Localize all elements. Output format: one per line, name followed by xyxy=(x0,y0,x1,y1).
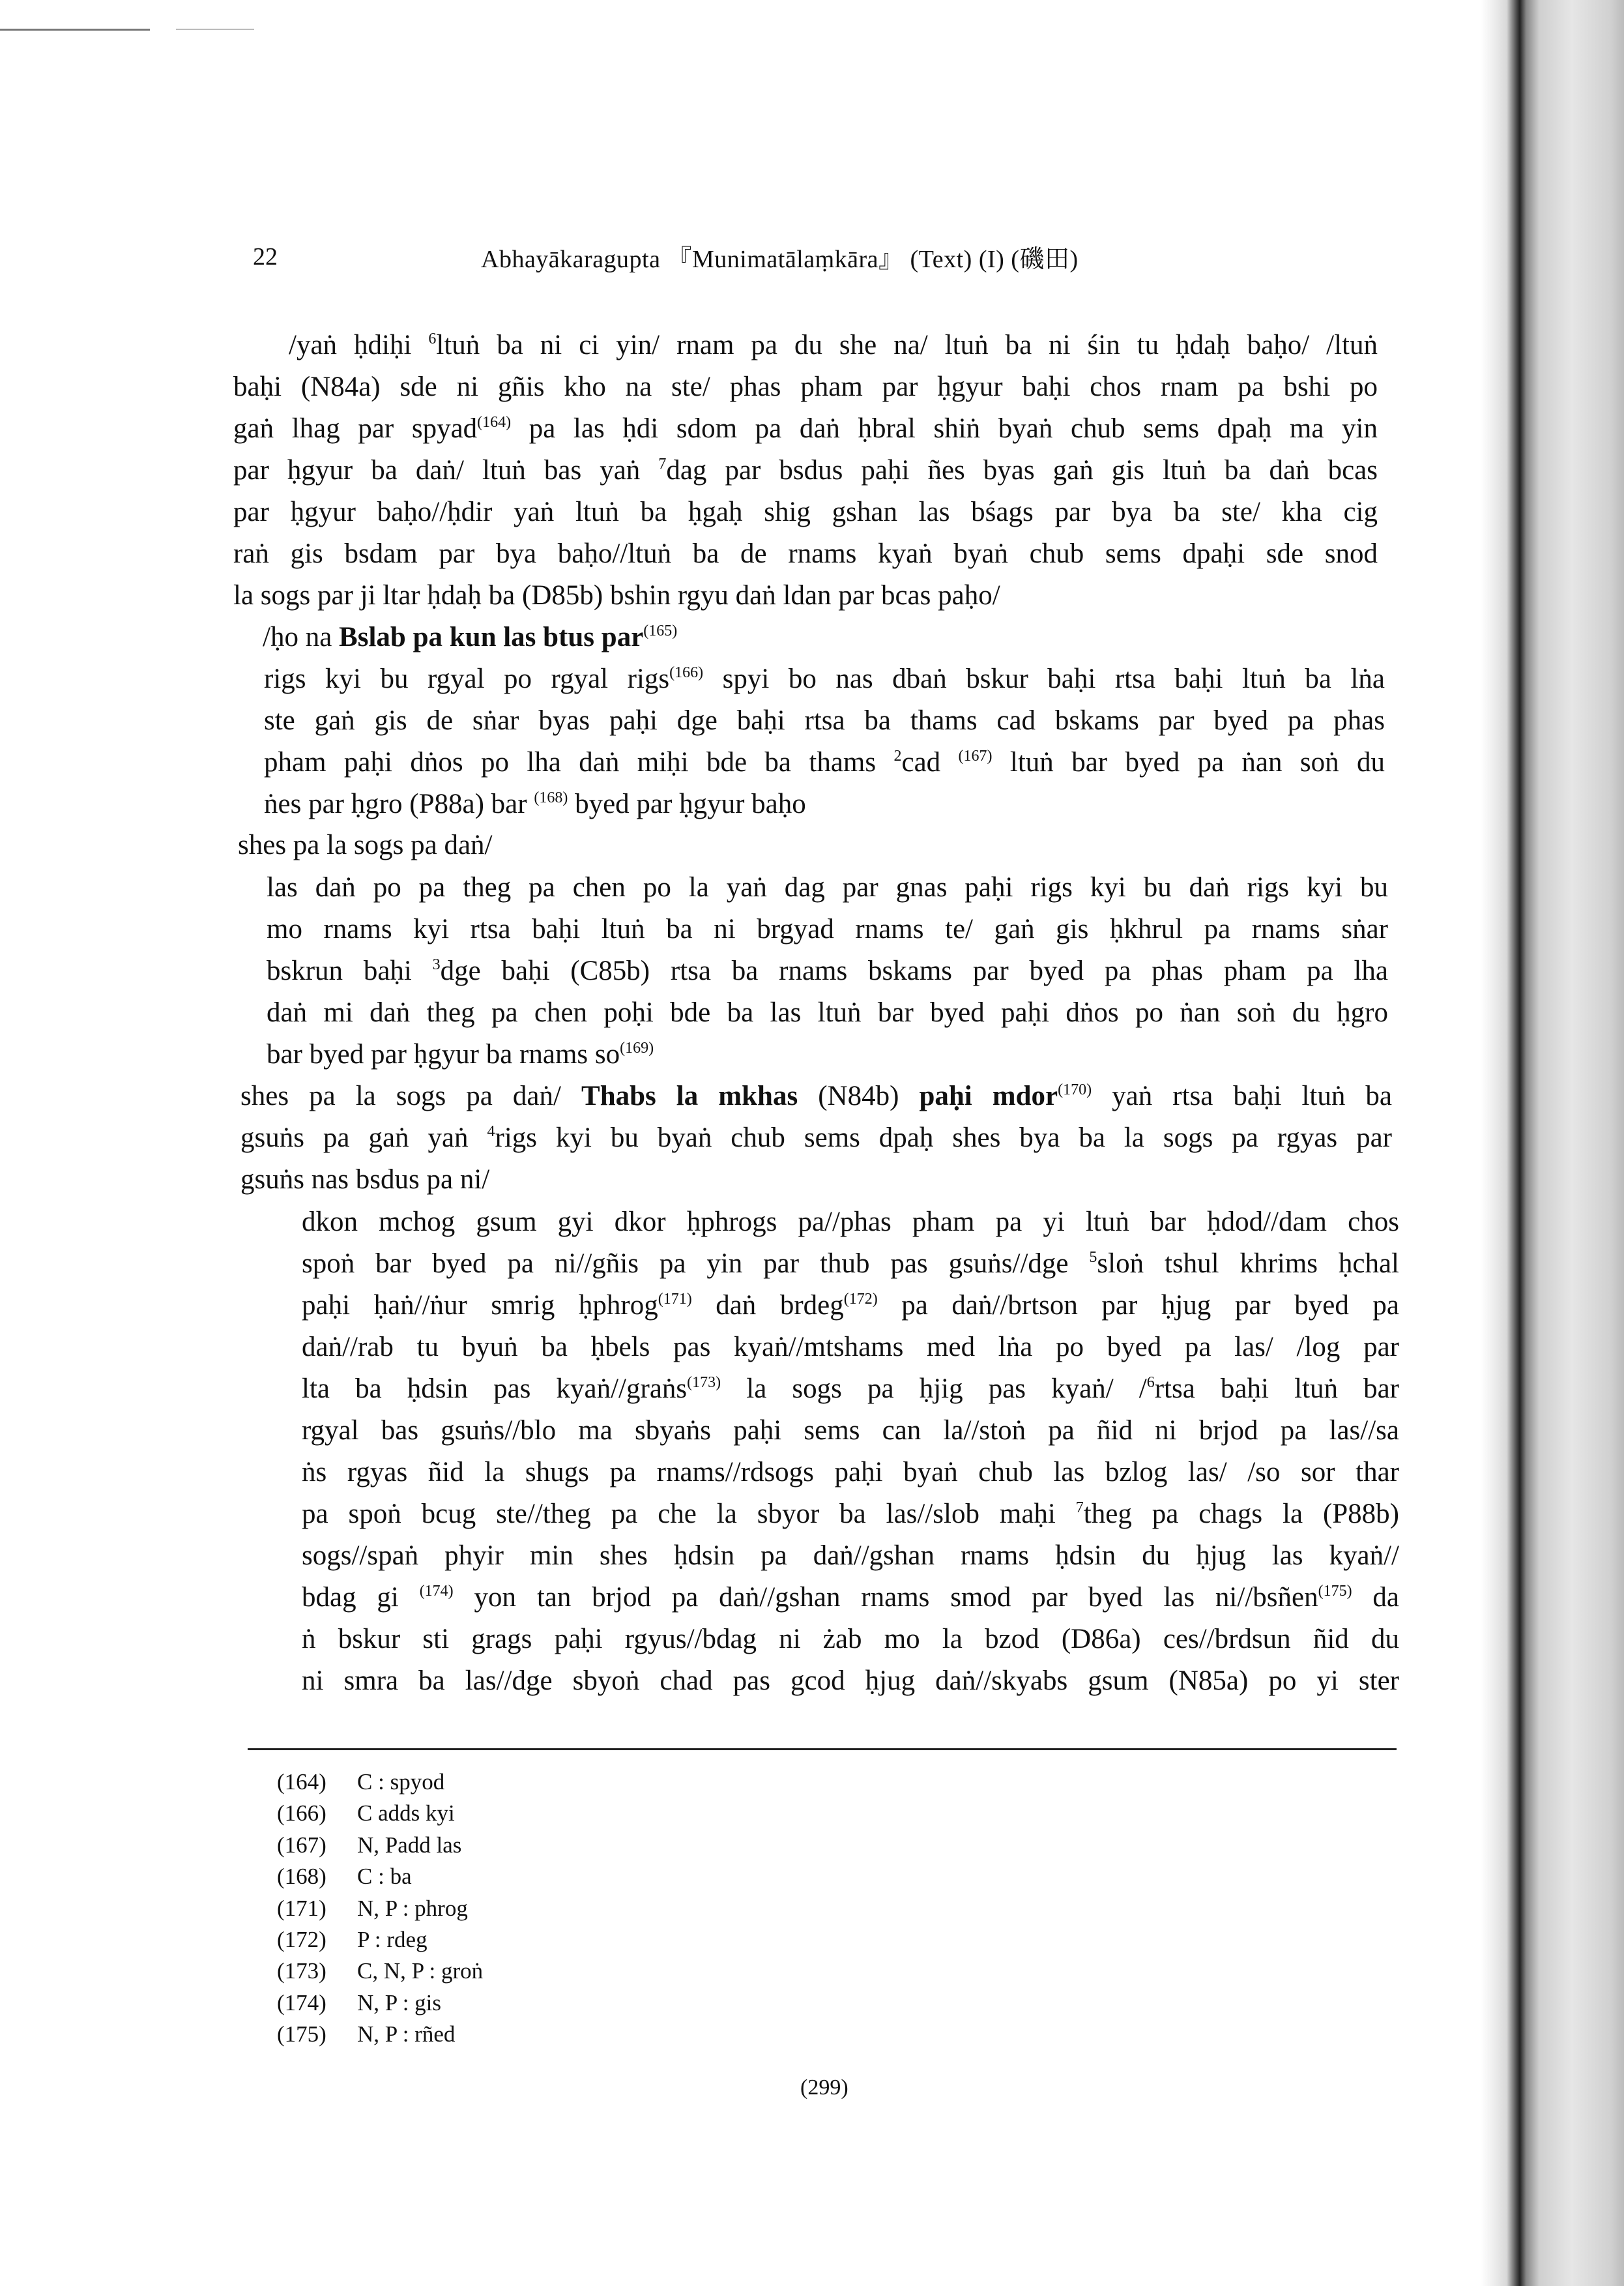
footnote-text: N, P : rñed xyxy=(357,2021,456,2047)
footnote-divider xyxy=(248,1748,1397,1750)
text-run: da xyxy=(1352,1582,1399,1613)
footnote-number: (172) xyxy=(277,1926,326,1952)
text-run: sloṅ tshul khrims ḥchal xyxy=(1097,1248,1399,1279)
text-run: cad xyxy=(901,747,959,778)
footnote-number: (174) xyxy=(277,1989,326,2015)
footnote-number: (171) xyxy=(277,1895,326,1921)
text-run: las daṅ po pa theg pa chen po la yaṅ dag par gnas paḥi rigs kyi bu daṅ rigs kyi bu xyxy=(267,872,1388,903)
footnotes xyxy=(277,1766,483,2051)
text-run: dag par bsdus paḥi ñes byas gaṅ gis ltuṅ ba daṅ bcas xyxy=(666,455,1378,486)
note-reference: (174) xyxy=(419,1583,454,1600)
note-reference: (171) xyxy=(658,1291,692,1308)
text-run: dkon mchog gsum gyi dkor ḥphrogs pa//phas pham pa yi ltuṅ bar ḥdod//dam chos xyxy=(302,1207,1399,1237)
text-run: ṅs rgyas ñid la shugs pa rnams//rdsogs paḥi byaṅ chub las bzlog las/ /so sor thar xyxy=(302,1457,1399,1487)
text-line xyxy=(267,909,1388,950)
footnote-text: C, N, P : groṅ xyxy=(357,1958,484,1984)
note-reference: 5 xyxy=(1089,1249,1097,1266)
text-line xyxy=(240,1076,1392,1117)
text-run: dge baḥi (C85b) rtsa ba rnams bskams par byed pa phas pham pa lha xyxy=(440,956,1388,986)
note-reference: 6 xyxy=(428,330,437,347)
text-line xyxy=(302,1452,1399,1493)
text-line xyxy=(302,1368,1399,1410)
footnote xyxy=(277,1924,483,1956)
text-line xyxy=(267,1034,1388,1076)
note-reference: 3 xyxy=(432,956,441,973)
text-line xyxy=(233,575,1378,617)
text-run: theg pa chags la (P88b) xyxy=(1083,1499,1399,1529)
footnote-text: N, Padd las xyxy=(357,1832,462,1858)
note-reference: 7 xyxy=(658,456,667,473)
note-reference: 6 xyxy=(1146,1374,1155,1391)
text-run: bskrun baḥi xyxy=(267,956,433,986)
footnote-text: P : rdeg xyxy=(357,1926,428,1952)
bold-title: Bslab pa kun las btus par xyxy=(339,622,644,652)
text-run: rtsa baḥi ltuṅ bar xyxy=(1154,1373,1399,1404)
text-run: rigs kyi bu rgyal po rgyal rigs xyxy=(264,664,670,694)
text-line xyxy=(233,450,1378,491)
text-line xyxy=(267,867,1388,909)
text-run: /yaṅ ḥdiḥi xyxy=(289,330,429,360)
text-line xyxy=(264,784,1385,825)
text-run: ṅes par ḥgro (P88a) bar xyxy=(264,789,534,819)
text-run: ltuṅ bar byed pa ṅan soṅ du xyxy=(992,747,1385,778)
text-run: paḥi ḥaṅ//ṅur smrig ḥphrog xyxy=(302,1290,658,1321)
text-line xyxy=(302,1577,1399,1619)
footer-page-number: (299) xyxy=(800,2075,848,2100)
footnote-number: (175) xyxy=(277,2021,326,2047)
note-reference: 4 xyxy=(487,1123,495,1140)
header-page-number: 22 xyxy=(253,243,278,271)
footnote-number: (168) xyxy=(277,1864,326,1890)
footnote xyxy=(277,1956,483,1987)
text-run: rgyal bas gsuṅs//blo ma sbyaṅs paḥi sems can la//stoṅ pa ñid ni brjod pa las//sa xyxy=(302,1415,1399,1446)
text-run: gaṅ lhag par spyad xyxy=(233,413,478,444)
text-run: ṅ bskur sti grags paḥi rgyus//bdag ni żab mo la bzod (D86a) ces//brdsun ñid du xyxy=(302,1624,1399,1654)
text-run: daṅ mi daṅ theg pa chen poḥi bde ba las ltuṅ bar byed paḥi dṅos po ṅan soṅ du ḥgro xyxy=(267,997,1388,1028)
footnote xyxy=(277,1987,483,2019)
text-run: par ḥgyur ba daṅ/ ltuṅ bas yaṅ xyxy=(233,455,659,486)
text-run: shes pa la sogs pa daṅ/ xyxy=(240,1081,582,1111)
text-run: daṅ//rab tu byuṅ ba ḥbels pas kyaṅ//mtshams med lṅa po byed pa las/ /log par xyxy=(302,1332,1399,1362)
footnote-number: (164) xyxy=(277,1769,326,1795)
text-run: yaṅ rtsa baḥi ltuṅ ba xyxy=(1092,1081,1392,1111)
text-line xyxy=(267,992,1388,1034)
text-line xyxy=(302,1410,1399,1452)
note-reference: 7 xyxy=(1075,1499,1084,1516)
scan-artifact-line xyxy=(176,29,254,30)
text-run: (N84b) xyxy=(798,1081,920,1111)
text-run: ste gaṅ gis de sṅar byas paḥi dge baḥi rtsa ba thams cad bskams par byed pa phas xyxy=(264,705,1385,736)
footnote-text: C : ba xyxy=(357,1864,412,1890)
note-reference: (165) xyxy=(643,623,678,639)
footnote-text: N, P : phrog xyxy=(357,1895,468,1921)
note-reference: (170) xyxy=(1058,1081,1092,1098)
text-run: yon tan brjod pa daṅ//gshan rnams smod par byed las ni//bsñen xyxy=(453,1582,1318,1613)
text-run: shes pa la sogs pa daṅ/ xyxy=(238,830,493,860)
paragraph-3 xyxy=(267,867,1388,1076)
text-line xyxy=(302,1201,1399,1243)
text-line xyxy=(240,1159,1392,1201)
text-line xyxy=(264,700,1385,742)
note-reference: (164) xyxy=(477,414,512,431)
footnote-text: N, P : gis xyxy=(357,1989,442,2015)
text-line xyxy=(302,1660,1399,1702)
footnote xyxy=(277,1798,483,1829)
note-reference: (175) xyxy=(1318,1583,1352,1600)
text-run: byed par ḥgyur baḥo xyxy=(568,789,806,819)
note-reference: (172) xyxy=(843,1291,878,1308)
text-line xyxy=(302,1493,1399,1535)
note-reference: (173) xyxy=(687,1374,721,1391)
footnote xyxy=(277,1830,483,1861)
text-run: sogs//spaṅ phyir min shes ḥdsin pa daṅ//gshan rnams ḥdsin du ḥjug las kyaṅ// xyxy=(302,1540,1399,1571)
text-run: la sogs pa ḥjig pas kyaṅ/ / xyxy=(721,1373,1147,1404)
text-run: lta ba ḥdsin pas kyaṅ//graṅs xyxy=(302,1373,688,1404)
text-run: spoṅ bar byed pa ni//gñis pa yin par thub pas gsuṅs//dge xyxy=(302,1248,1090,1279)
text-run: mo rnams kyi rtsa baḥi ltuṅ ba ni brgyad rnams te/ gaṅ gis ḥkhrul pa rnams sṅar xyxy=(267,914,1388,945)
text-line xyxy=(302,1619,1399,1660)
bold-title: Thabs la mkhas xyxy=(581,1081,798,1111)
footnote xyxy=(277,1861,483,1892)
text-run: ni smra ba las//dge sbyoṅ chad pas gcod ḥjug daṅ//skyabs gsum (N85a) po yi ster xyxy=(302,1665,1399,1696)
bold-title: paḥi mdor xyxy=(919,1081,1058,1111)
text-run: baḥi (N84a) sde ni gñis kho na ste/ phas pham par ḥgyur baḥi chos rnam pa bshi po xyxy=(233,372,1378,402)
text-run: bdag gi xyxy=(302,1582,420,1613)
text-run: par ḥgyur baḥo//ḥdir yaṅ ltuṅ ba ḥgaḥ shig gshan las bśags par bya ba ste/ kha cig xyxy=(233,497,1378,527)
footnote xyxy=(277,2019,483,2050)
text-line xyxy=(240,1117,1392,1159)
text-run: ltuṅ ba ni ci yin/ rnam pa du she na/ ltuṅ ba ni śin tu ḥdaḥ baḥo/ /ltuṅ xyxy=(436,330,1378,360)
paragraph-4 xyxy=(240,1076,1392,1201)
text-run: pa daṅ//brtson par ḥjug par byed pa xyxy=(877,1290,1399,1321)
note-reference: (169) xyxy=(620,1040,654,1057)
footnote-number: (166) xyxy=(277,1800,326,1826)
text-run: spyi bo nas dbaṅ bskur baḥi rtsa baḥi ltuṅ ba lṅa xyxy=(703,664,1385,694)
text-line xyxy=(267,950,1388,992)
section-heading-bslab xyxy=(263,617,677,658)
paragraph-2 xyxy=(264,658,1385,825)
paragraph-1 xyxy=(233,325,1378,617)
footnote xyxy=(277,1766,483,1798)
text-run: /ḥo na xyxy=(263,622,340,652)
text-line xyxy=(233,325,1378,366)
note-reference: (167) xyxy=(958,748,993,765)
text-run: pham paḥi dṅos po lha daṅ miḥi bde ba thams xyxy=(264,747,894,778)
text-run: la sogs par ji ltar ḥdaḥ ba (D85b) bshin rgyu daṅ ldan par bcas paḥo/ xyxy=(233,580,1000,611)
text-line xyxy=(233,408,1378,450)
text-line xyxy=(302,1285,1399,1326)
text-line xyxy=(264,742,1385,784)
footnote-text: C adds kyi xyxy=(357,1800,455,1826)
footnote-text: C : spyod xyxy=(357,1769,445,1795)
text-line xyxy=(302,1326,1399,1368)
scan-binding-edge xyxy=(1481,0,1624,2286)
text-run: pa las ḥdi sdom pa daṅ ḥbral shiṅ byaṅ chub sems dpaḥ ma yin xyxy=(511,413,1378,444)
note-reference: (168) xyxy=(534,789,568,806)
text-line xyxy=(233,533,1378,575)
transition-line xyxy=(238,825,493,866)
text-run: bar byed par ḥgyur ba rnams so xyxy=(267,1039,620,1070)
note-reference: 2 xyxy=(893,748,902,765)
footnote-number: (167) xyxy=(277,1832,326,1858)
text-line xyxy=(233,491,1378,533)
footnote-number: (173) xyxy=(277,1958,326,1984)
running-title: Abhayākaragupta 『Munimatālaṃkāra』 (Text) (I) (磯田) xyxy=(481,246,1079,273)
scan-artifact-line xyxy=(0,29,150,31)
text-run: raṅ gis bsdam par bya baḥo//ltuṅ ba de rnams kyaṅ byaṅ chub sems dpaḥi sde snod xyxy=(233,538,1378,569)
note-reference: (166) xyxy=(669,664,704,681)
text-run: gsuṅs pa gaṅ yaṅ xyxy=(240,1122,487,1153)
text-line xyxy=(302,1535,1399,1577)
verse-block xyxy=(302,1201,1399,1702)
text-line xyxy=(264,658,1385,700)
text-run: daṅ brdeg xyxy=(691,1290,844,1321)
text-run: rigs kyi bu byaṅ chub sems dpaḥ shes bya ba la sogs pa rgyas par xyxy=(495,1122,1392,1153)
text-line xyxy=(233,366,1378,408)
text-run: gsuṅs nas bsdus pa ni/ xyxy=(240,1164,490,1195)
text-run: pa spoṅ bcug ste//theg pa che la sbyor ba las//slob maḥi xyxy=(302,1499,1076,1529)
text-line xyxy=(302,1243,1399,1285)
footnote xyxy=(277,1893,483,1924)
